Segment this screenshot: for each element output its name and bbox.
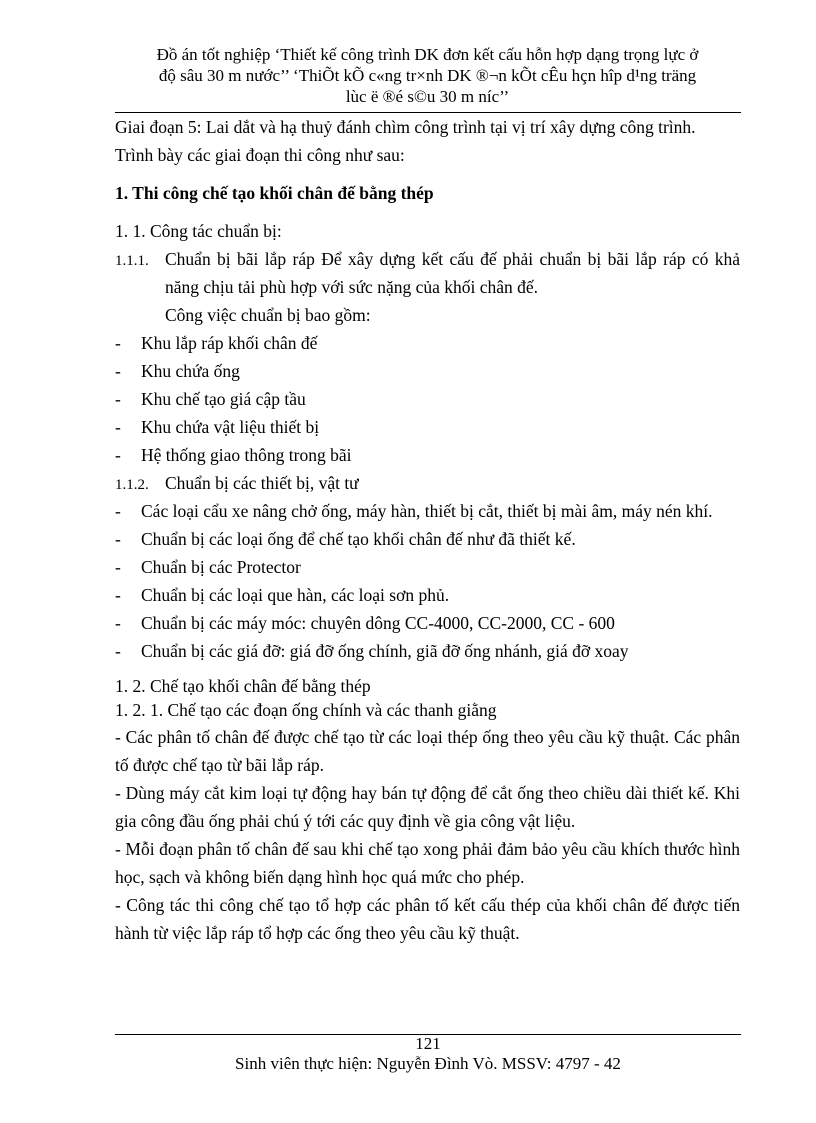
list-item: - Chuẩn bị các máy móc: chuyên dông CC-4000, CC-2000, CC - 600	[115, 609, 740, 637]
list-item: - Hệ thống giao thông trong bãi	[115, 441, 740, 469]
list-item: - Khu chế tạo giá cập tầu	[115, 385, 740, 413]
prep-intro: Công việc chuẩn bị bao gồm:	[165, 305, 371, 325]
section-1-title: 1. Thi công chế tạo khối chân đế bằng thép	[115, 183, 434, 203]
list-item: - Chuẩn bị các loại ống để chế tạo khối chân đế như đã thiết kế.	[115, 525, 740, 553]
body-paragraph: - Các phân tố chân đế được chế tạo từ các loại thép ống theo yêu cầu kỹ thuật. Các phân tố được chế tạo từ bãi lắp ráp.	[115, 727, 740, 775]
header-line-3: lùc ë ®é s©u 30 m níc’’	[345, 87, 510, 106]
item-1-1-1-number: 1.1.1.	[115, 253, 149, 269]
intro-paragraph-2: Trình bày các giai đoạn thi công như sau:	[115, 145, 405, 165]
list-item: - Khu lắp ráp khối chân đế	[115, 329, 740, 357]
page-header	[115, 44, 740, 107]
item-1-1-1-text: Chuẩn bị bãi lắp ráp Để xây dựng kết cấu đế phải chuẩn bị bãi lắp ráp có khả năng chịu tải phù hợp với sức nặng của khối chân đế.	[165, 249, 740, 297]
header-line-1: Đồ án tốt nghiệp ‘Thiết kế công trình DK đơn kết cấu hỗn hợp dạng trọng lực ở	[156, 45, 699, 64]
intro-paragraph: Giai đoạn 5: Lai dắt và hạ thuỷ đánh chìm công trình tại vị trí xây dựng công trình.	[115, 117, 696, 137]
list-item: - Chuẩn bị các loại que hàn, các loại sơn phủ.	[115, 581, 740, 609]
footer-student-info: Sinh viên thực hiện: Nguyễn Đình Vò. MSSV: 4797 - 42	[235, 1054, 621, 1073]
item-1-1-1	[115, 245, 740, 301]
body-paragraph: - Dùng máy cắt kim loại tự động hay bán tự động để cắt ống theo chiều dài thiết kế. Khi gia công đầu ống phải chú ý tới các quy định về gia công vật liệu.	[115, 783, 740, 831]
body-paragraph: - Mỗi đoạn phân tố chân đế sau khi chế tạo xong phải đảm bảo yêu cầu khích thước hình học, sạch và không biến dạng hình học quá mức cho phép.	[115, 839, 740, 887]
subsection-1-2: 1. 2. Chế tạo khối chân đế bằng thép	[115, 676, 371, 696]
list-item: - Chuẩn bị các Protector	[115, 553, 740, 581]
subsection-1-2-1: 1. 2. 1. Chế tạo các đoạn ống chính và các thanh giằng	[115, 700, 497, 720]
list-item: - Khu chứa vật liệu thiết bị	[115, 413, 740, 441]
page-content	[115, 113, 740, 947]
body-paragraph: - Công tác thi công chế tạo tổ hợp các phân tố kết cấu thép của khối chân đế được tiến hành từ việc lắp ráp tổ hợp các ống theo yêu cầu kỹ thuật.	[115, 895, 740, 943]
item-1-1-2	[115, 469, 740, 497]
list-item: - Khu chứa ống	[115, 357, 740, 385]
item-1-1-2-text: Chuẩn bị các thiết bị, vật tư	[165, 473, 359, 493]
header-line-2: độ sâu 30 m nước’’ ‘ThiÕt kÕ c«ng tr×nh DK ®¬n kÕt cÊu hçn hîp d¹ng träng	[158, 66, 697, 85]
subsection-1-1: 1. 1. Công tác chuẩn bị:	[115, 221, 282, 241]
item-1-1-2-number: 1.1.2.	[115, 477, 149, 493]
list-item: - Chuẩn bị các giá đỡ: giá đỡ ống chính, giã đỡ ống nhánh, giá đỡ xoay	[115, 637, 740, 665]
list-item: - Các loại cẩu xe nâng chở ống, máy hàn, thiết bị cắt, thiết bị mài âm, máy nén khí.	[115, 497, 740, 525]
page-footer	[115, 1034, 741, 1074]
page-number: 121	[415, 1034, 441, 1053]
